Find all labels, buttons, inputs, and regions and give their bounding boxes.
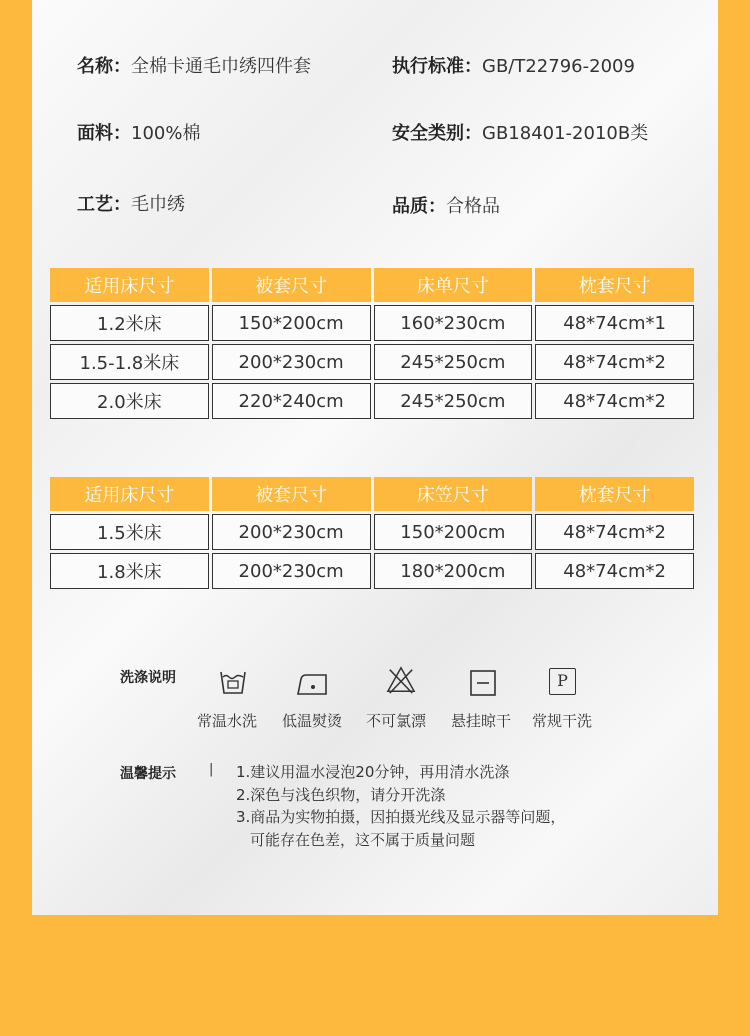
wash-text: 不可氯漂 (366, 712, 427, 730)
table-cell: 48*74cm*2 (535, 553, 694, 589)
table-cell: 160*230cm (374, 305, 533, 341)
wash-text: 悬挂晾干 (451, 712, 512, 730)
table-header: 适用床尺寸 (50, 268, 209, 302)
table-cell: 245*250cm (374, 383, 533, 419)
table-cell: 1.5米床 (50, 514, 209, 550)
table-header: 被套尺寸 (212, 477, 371, 511)
wash-text: 低温熨烫 (282, 712, 343, 730)
table-cell: 200*230cm (212, 514, 371, 550)
wash-basin-icon (218, 667, 248, 697)
table-cell: 200*230cm (212, 344, 371, 380)
tips-label: 温馨提示 (120, 766, 176, 782)
washing-label: 洗涤说明 (120, 670, 176, 686)
table-row (50, 383, 694, 419)
table-row (50, 514, 694, 550)
table-header: 被套尺寸 (212, 268, 371, 302)
table-cell: 48*74cm*2 (535, 383, 694, 419)
table-cell: 1.5-1.8米床 (50, 344, 209, 380)
table-header: 枕套尺寸 (535, 268, 694, 302)
wash-text: 常温水洗 (197, 712, 258, 730)
spec-standard: 执行标准：GB/T22796-2009 (392, 56, 635, 77)
table-header-row (50, 268, 694, 302)
spec-safety: 安全类别：GB18401-2010B类 (392, 123, 649, 144)
table-row (50, 553, 694, 589)
table-row (50, 305, 694, 341)
tip-line: 1.建议用温水浸泡20分钟，再用清水洗涤 (236, 763, 510, 781)
table-cell: 48*74cm*2 (535, 514, 694, 550)
table-cell: 1.2米床 (50, 305, 209, 341)
tip-line: 3.商品为实物拍摄，因拍摄光线及显示器等问题， (236, 808, 566, 826)
spec-craft: 工艺：毛巾绣 (77, 194, 185, 215)
spec-quality: 品质：合格品 (392, 196, 500, 217)
hang-dry-icon (468, 668, 498, 698)
table-row (50, 344, 694, 380)
spec-name: 名称：全棉卡通毛巾绣四件套 (77, 56, 311, 77)
table-cell: 220*240cm (212, 383, 371, 419)
iron-icon (296, 667, 330, 697)
table-header-row (50, 477, 694, 511)
spec-fabric: 面料：100%棉 (77, 123, 201, 144)
table-cell: 200*230cm (212, 553, 371, 589)
table-cell: 150*200cm (374, 514, 533, 550)
table-cell: 2.0米床 (50, 383, 209, 419)
table-header: 床笠尺寸 (374, 477, 533, 511)
table-cell: 245*250cm (374, 344, 533, 380)
tips-separator: | (209, 762, 214, 777)
dry-clean-icon: P (549, 668, 576, 695)
table-cell: 150*200cm (212, 305, 371, 341)
table-cell: 48*74cm*1 (535, 305, 694, 341)
wash-text: 常规干洗 (532, 712, 593, 730)
size-table-fitted-sheet (47, 474, 697, 592)
size-table-bedsheet (47, 265, 697, 422)
tip-line: 可能存在色差，这不属于质量问题 (250, 831, 476, 849)
table-cell: 180*200cm (374, 553, 533, 589)
table-header: 适用床尺寸 (50, 477, 209, 511)
table-cell: 1.8米床 (50, 553, 209, 589)
table-header: 枕套尺寸 (535, 477, 694, 511)
table-header: 床单尺寸 (374, 268, 533, 302)
tip-line: 2.深色与浅色织物，请分开洗涤 (236, 786, 446, 804)
no-bleach-icon (384, 665, 418, 695)
table-cell: 48*74cm*2 (535, 344, 694, 380)
